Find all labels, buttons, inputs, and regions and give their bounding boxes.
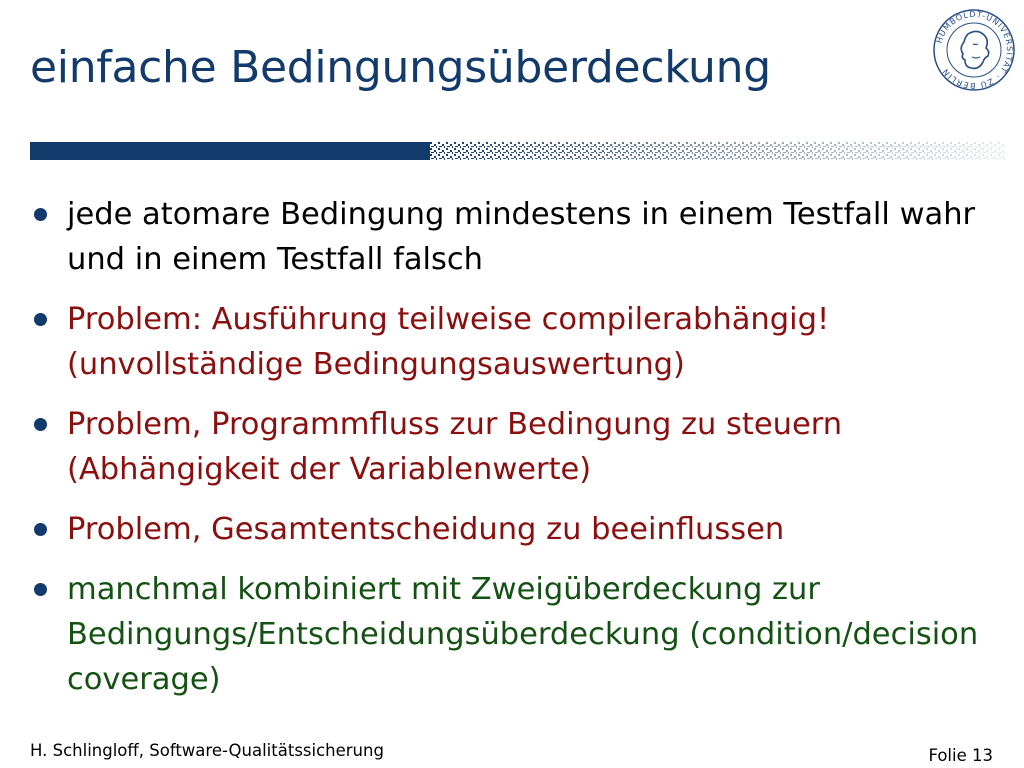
bullet-text: Problem: Ausführung teilweise compilerabhängig! (unvollständige Bedingungsauswertung): [67, 302, 830, 382]
bullet-item-atomic-condition: [30, 192, 1000, 282]
slide-title: einfache Bedingungsüberdeckung: [30, 42, 771, 93]
bullet-dot: [34, 418, 47, 431]
bullet-text: manchmal kombiniert mit Zweigüberdeckung zur Bedingungs/Entscheidungsüberdeckung (condition/decision coverage): [67, 572, 979, 697]
bullet-text: Problem, Programmfluss zur Bedingung zu steuern (Abhängigkeit der Variablenwerte): [67, 407, 843, 487]
bullet-dot: [34, 523, 47, 536]
footer-author: H. Schlingloff, Software-Qualitätssicherung: [30, 741, 384, 760]
bullet-item-program-flow-problem: [30, 402, 1000, 492]
bullet-list: [30, 192, 1000, 717]
bullet-item-combined-coverage: [30, 567, 1000, 702]
bullet-text: jede atomare Bedingung mindestens in einem Testfall wahr und in einem Testfall falsch: [67, 197, 976, 277]
footer-slide-number: Folie 13: [928, 746, 993, 765]
university-seal-icon: [932, 8, 1016, 92]
bullet-dot: [34, 313, 47, 326]
bullet-item-compiler-problem: [30, 297, 1000, 387]
svg-text:HUMBOLDT-UNIVERSITÄT · ZU BERL: HUMBOLDT-UNIVERSITÄT · ZU BERLIN: [934, 9, 1015, 91]
bullet-dot: [34, 208, 47, 221]
bullet-item-decision-problem: [30, 507, 1000, 552]
bullet-text: Problem, Gesamtentscheidung zu beeinflussen: [67, 512, 785, 547]
title-underline-rule: [30, 142, 1005, 160]
bullet-dot: [34, 583, 47, 596]
